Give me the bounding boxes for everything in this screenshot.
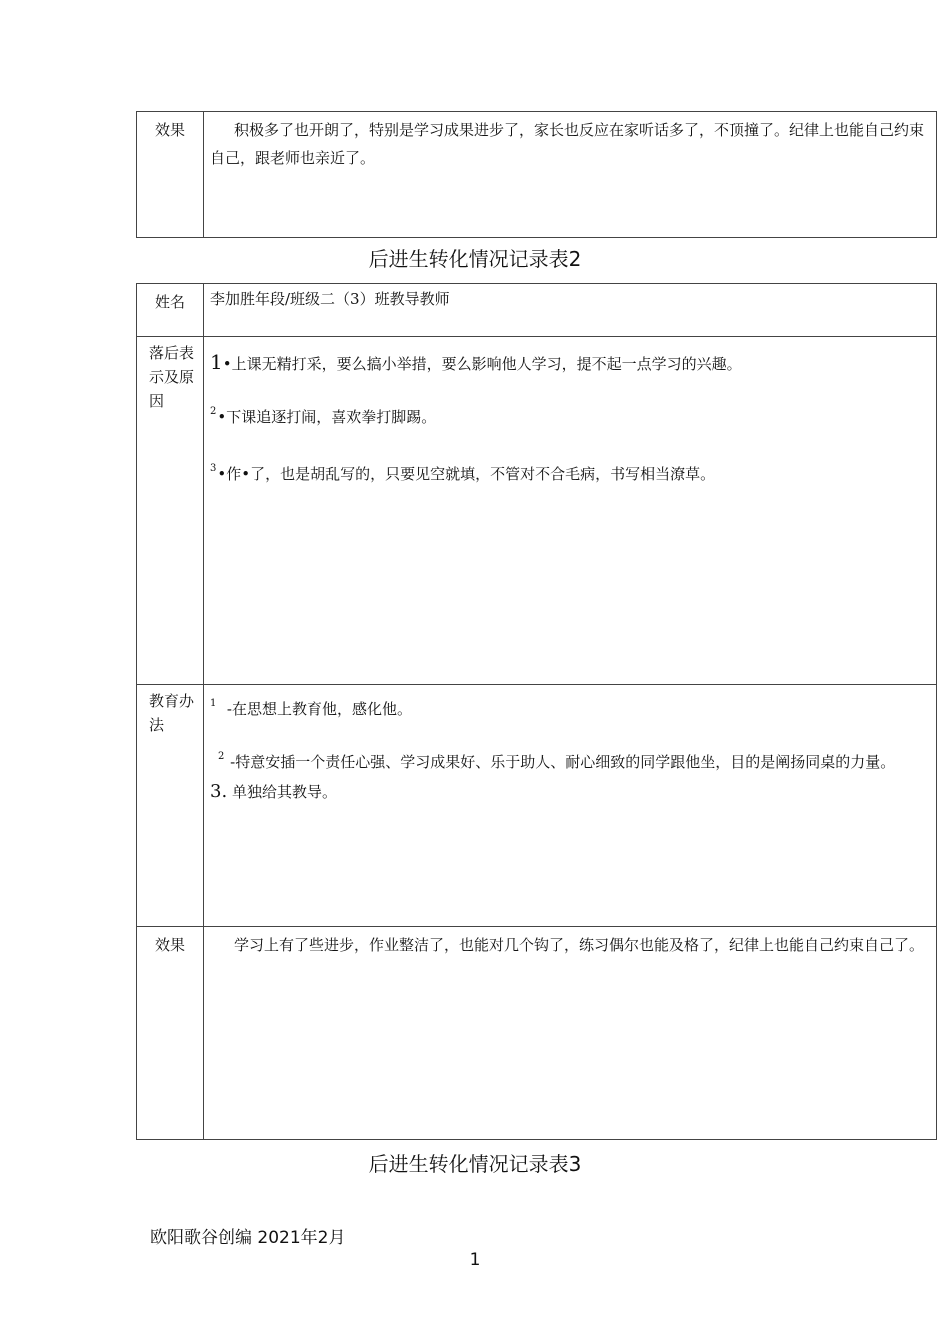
- method-label: 教育办法: [137, 685, 204, 927]
- reason-label: 落后表示及原因: [137, 337, 204, 685]
- record-table-2: [136, 283, 937, 1140]
- reason-number: 1: [210, 350, 223, 374]
- method-text: -特意安插一个责任心强、学习成果好、乐于助人、耐心细致的同学跟他坐，目的是阐扬同桌的力量。: [230, 753, 896, 771]
- method-item: [210, 693, 930, 720]
- method-item: [210, 742, 930, 777]
- reason-item: [210, 401, 930, 428]
- page-number: 1: [469, 1250, 481, 1270]
- method-text: -在思想上教育他，感化他。: [226, 700, 412, 718]
- effect-cell: [204, 112, 937, 238]
- method-number: 3.: [210, 781, 228, 802]
- reason-cell: [204, 337, 937, 685]
- reason-text: •上课无精打采，要么搞小举措，要么影响他人学习，提不起一点学习的兴趣。: [222, 355, 742, 373]
- reason-item: [210, 458, 930, 485]
- reason-text: •作•了，也是胡乱写的，只要见空就填，不管对不合毛病，书写相当潦草。: [217, 465, 716, 483]
- method-number: 1: [210, 698, 217, 709]
- name-label: 姓名: [137, 284, 204, 337]
- effect-label: 效果: [137, 112, 204, 238]
- effect-label: 效果: [137, 927, 204, 1140]
- effect-text: 学习上有了些进步，作业整洁了，也能对几个钩了，练习偶尔也能及格了，纪律上也能自己约束自己了。: [234, 936, 925, 954]
- reason-item: [210, 351, 930, 375]
- method-item: [210, 781, 930, 803]
- effect-text: 积极多了也开朗了，特别是学习成果进步了，家长也反应在家听话多了，不顶撞了。纪律上也能自己约束自己，跟老师也亲近了。: [210, 121, 925, 167]
- reason-number: 2: [210, 406, 217, 417]
- method-number: 2: [218, 751, 225, 762]
- name-cell: [204, 284, 937, 337]
- effect-cell: [204, 927, 937, 1140]
- name-value: 李加胜年段/班级二（3）班教导教师: [210, 290, 450, 308]
- method-text: 单独给其教导。: [231, 783, 337, 801]
- method-cell: [204, 685, 937, 927]
- record-table-1: [136, 111, 937, 238]
- reason-number: 3: [210, 463, 217, 474]
- table-title-3: 后进生转化情况记录表3: [368, 1152, 582, 1176]
- footer-text: 欧阳歌谷创编 2021年2月: [150, 1228, 346, 1248]
- table-title-2: 后进生转化情况记录表2: [368, 247, 582, 271]
- reason-text: •下课追逐打闹，喜欢拳打脚踢。: [217, 408, 437, 426]
